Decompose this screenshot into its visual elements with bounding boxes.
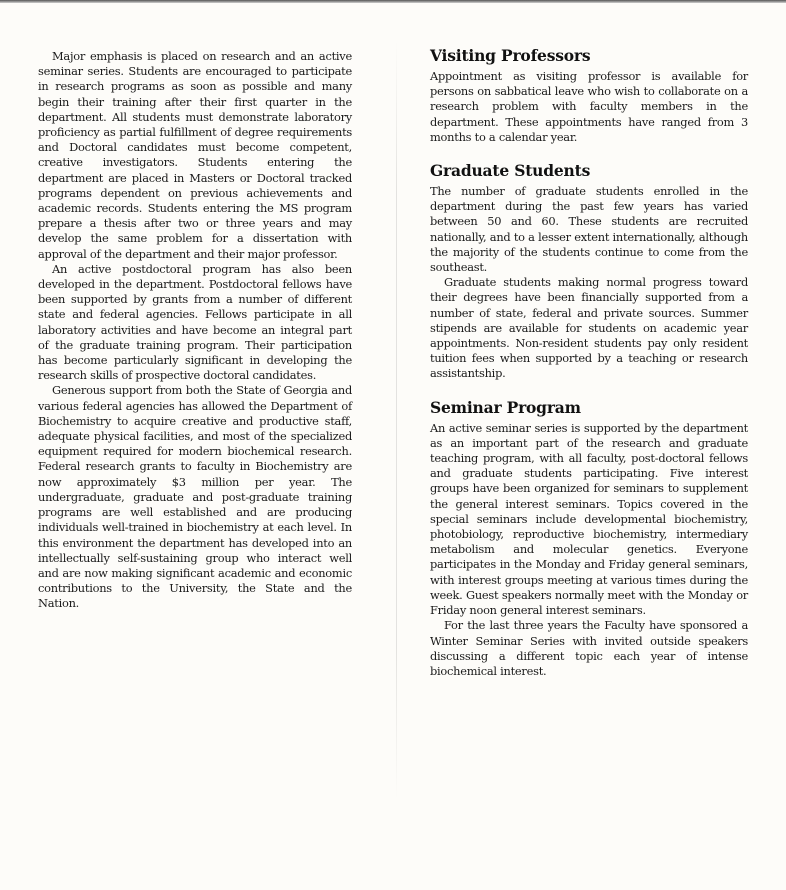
left-paragraph-2: An active postdoctoral program has also been developed in the department. Postdoctoral fellows have been supported by grants from a number of different state and federal agencies. Fellows participate in all laboratory activities and have become an integral part of the graduate training program. Their participation has become particularly significant in developing the research skills of prospective doctoral candidates.	[38, 261, 352, 383]
visiting-professors-heading: Visiting Professors	[430, 46, 591, 65]
graduate-paragraph-2: Graduate students making normal progress toward their degrees have been financially supported from a number of state, federal and private sources. Summer stipends are available for students on academic year appointments. Non-resident students pay only resident tuition fees when supported by a teaching or research assistantship.	[430, 275, 748, 381]
left-paragraph-1: Major emphasis is placed on research and an active seminar series. Students are encouraged to participate in research programs as soon as possible and many begin their training after their first quarter in the department. All students must demonstrate laboratory proficiency as partial fulfillment of degree requirements and Doctoral candidates must become competent, creative investigators. Students entering the department are placed in Masters or Doctoral tracked programs dependent on previous achievements and academic records. Students entering the MS program prepare a thesis after two or three years and may develop the same problem for a dissertation with approval of the department and their major professor.	[38, 49, 352, 261]
page-top-edge	[0, 0, 786, 3]
seminar-program-section	[430, 398, 748, 679]
left-paragraph-3: Generous support from both the State of Georgia and various federal agencies has allowed the Department of Biochemistry to acquire creative and productive staff, adequate physical facilities, and most of the specialized equipment required for modern biochemical research. Federal research grants to faculty in Biochemistry are now approximately $3 million per year. The undergraduate, graduate and post-graduate training programs are well established and are producing individuals well-trained in biochemistry at each level. In this environment the department has developed into an intellectually self-sustaining group who interact well and are now making significant academic and economic contributions to the University, the State and the Nation.	[38, 383, 352, 611]
graduate-students-section	[430, 161, 748, 382]
page-fold	[396, 40, 397, 800]
visiting-professors-section	[430, 46, 748, 145]
visiting-paragraph-1: Appointment as visiting professor is available for persons on sabbatical leave who wish to collaborate on a research problem with faculty members in the department. These appointments have ranged from 3 months to a calendar year.	[430, 69, 748, 144]
seminar-program-heading: Seminar Program	[430, 397, 581, 417]
seminar-paragraph-2: For the last three years the Faculty have sponsored a Winter Seminar Series with invited outside speakers discussing a different topic each year of intense biochemical interest.	[430, 618, 748, 678]
right-column	[430, 46, 748, 695]
left-column	[38, 49, 352, 612]
graduate-paragraph-1: The number of graduate students enrolled in the department during the past few years has varied between 50 and 60. These students are recruited nationally, and to a lesser extent internationally, although the majority of the students continue to come from the southeast.	[430, 184, 748, 275]
graduate-students-heading: Graduate Students	[430, 161, 591, 181]
seminar-paragraph-1: An active seminar series is supported by the department as an important part of the research and graduate teaching program, with all faculty, post-doctoral fellows and graduate students participating. Five interest groups have been organized for seminars to supplement the general interest seminars. Topics covered in the special seminars include developmental biochemistry, photobiology, reproductive biochemistry, intermediary metabolism and molecular genetics. Everyone participates in the Monday and Friday general seminars, with interest groups meeting at various times during the week. Guest speakers normally meet with the Monday or Friday noon general interest seminars.	[430, 420, 748, 618]
